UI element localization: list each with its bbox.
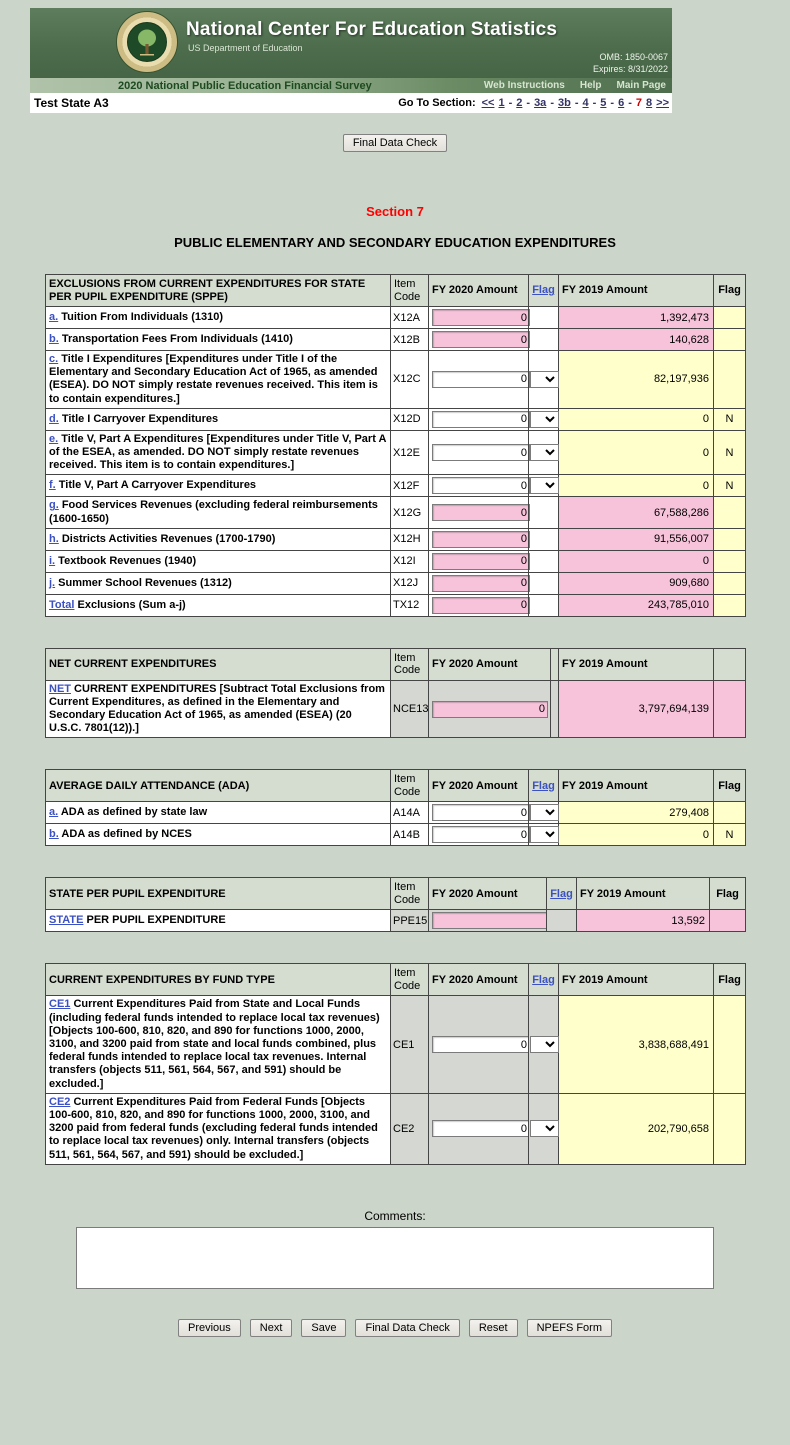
item-code: X12E [391,430,429,475]
row-link-x12h[interactable]: h. [49,532,59,545]
fy2019-amount: 0 [559,475,714,497]
row-description: e. Title V, Part A Expenditures [Expenditures under Title V, Part A of the ESEA, as amended. DO NOT simply restate revenues received. This item is to contain expenditures.] [46,430,391,475]
fy2020-amount-input-x12b[interactable] [432,331,530,348]
flag-select-x12d[interactable] [530,411,559,428]
fy2020-flag-cell [529,408,559,430]
goto-section-3b[interactable]: 3b [557,97,571,109]
goto-section-4[interactable]: 4 [582,97,589,109]
table-fundtype [45,963,746,1164]
row-link-a14b[interactable]: b. [49,828,59,841]
column-header: Item Code [391,275,429,307]
fy2019-flag [710,910,746,932]
row-link-x12e[interactable]: e. [49,432,59,445]
table-header-row [46,648,746,680]
goto-section-3a[interactable]: 3a [534,97,547,109]
column-header: CURRENT EXPENDITURES BY FUND TYPE [46,964,391,996]
row-description: b. Transportation Fees From Individuals (1410) [46,329,391,351]
fy2020-flag-cell [529,430,559,475]
fy2019-amount: 0 [559,408,714,430]
table-header-row [46,878,746,910]
fy2020-amount-cell [429,824,529,846]
fy2020-amount-cell [429,996,529,1093]
fy2019-flag [714,572,746,594]
state-bar [30,93,672,113]
nav-link-help[interactable]: Help [579,80,602,91]
fy2020-amount-cell [429,594,529,616]
table-row-x12b [46,329,746,351]
table-net [45,648,746,739]
item-code: X12A [391,307,429,329]
column-header: FY 2020 Amount [429,878,547,910]
fy2019-amount: 0 [559,824,714,846]
table-row-x12g [46,497,746,528]
fy2020-amount-input-ppe15[interactable] [432,912,548,929]
fy2020-flag-cell [529,594,559,616]
omb-info [593,51,668,75]
fy2020-flag-cell [529,497,559,528]
flag-select-x12f[interactable] [530,477,559,494]
fy2019-flag [714,307,746,329]
fy2020-amount-input-tx12[interactable] [432,597,530,614]
item-code: X12J [391,572,429,594]
goto-separator: - [610,97,615,109]
final-data-check-button-top[interactable]: Final Data Check [343,134,447,152]
fy2020-flag-cell [529,351,559,409]
fy2020-amount-cell [429,1093,529,1164]
fy2020-flag-cell [529,550,559,572]
flag-select-x12c[interactable] [530,371,559,388]
fy2019-flag: N [714,408,746,430]
fy2020-flag-cell [529,1093,559,1164]
fy2019-amount: 3,838,688,491 [559,996,714,1093]
fy2020-amount-cell [429,572,529,594]
row-link-nce13[interactable]: NET [49,682,71,695]
fy2020-flag-cell [529,802,559,824]
row-link-x12c[interactable]: c. [49,353,59,365]
row-link-ce1[interactable]: CE1 [49,998,71,1011]
goto-section-6[interactable]: 6 [618,97,625,109]
fy2020-amount-input-x12d[interactable] [432,411,530,428]
item-code: PPE15 [391,910,429,932]
table-row-a14a [46,802,746,824]
fy2020-flag-cell [529,528,559,550]
table-row-x12j [46,572,746,594]
fy2020-amount-cell [429,802,529,824]
flag-select-a14a[interactable] [530,804,559,821]
table-sppe [45,877,746,932]
fy2019-amount: 243,785,010 [559,594,714,616]
fy2019-flag [714,497,746,528]
fy2019-flag: N [714,430,746,475]
tree-icon [127,22,167,62]
survey-title-bar [30,78,672,93]
comments-label: Comments: [364,1208,426,1223]
item-code: X12C [391,351,429,409]
state-name: Test State A3 [34,96,109,110]
fy2019-amount: 3,797,694,139 [559,680,714,738]
fy2020-amount-cell [429,351,529,409]
nces-seal-logo [116,11,178,73]
column-header: NET CURRENT EXPENDITURES [46,648,391,680]
item-code: X12G [391,497,429,528]
table-row-nce13 [46,680,746,738]
fy2020-amount-cell [429,550,529,572]
fy2019-amount: 909,680 [559,572,714,594]
column-header: FY 2019 Amount [559,275,714,307]
fy2020-amount-input-x12a[interactable] [432,309,530,326]
column-header: Flag [714,770,746,802]
flag-column-link[interactable]: Flag [532,284,555,297]
goto-section-5[interactable]: 5 [600,97,607,109]
npefs-form-button[interactable]: NPEFS Form [527,1319,612,1337]
flag-column-link[interactable]: Flag [550,887,573,900]
fy2020-flag-cell [551,680,559,738]
column-header: FY 2020 Amount [429,275,529,307]
omb-number: OMB: 1850-0067 [599,51,668,62]
goto-section-nav [398,97,669,109]
column-header: FY 2020 Amount [429,770,529,802]
fy2020-amount-cell [429,329,529,351]
previous-button[interactable]: Previous [178,1319,241,1337]
column-header: AVERAGE DAILY ATTENDANCE (ADA) [46,770,391,802]
page-title: PUBLIC ELEMENTARY AND SECONDARY EDUCATION EXPENDITURES [174,235,616,250]
item-code: CE2 [391,1093,429,1164]
fy2020-amount-input-x12c[interactable] [432,371,530,388]
fy2020-amount-input-x12j[interactable] [432,575,530,592]
item-code: CE1 [391,996,429,1093]
fy2019-flag [714,1093,746,1164]
column-header [529,964,559,996]
bottom-button-row [0,1319,790,1337]
column-header: Flag [710,878,746,910]
survey-title: 2020 National Public Education Financial Survey [118,79,372,92]
table-ada [45,769,746,846]
agency-subtitle: US Department of Education [188,43,303,53]
nav-link-main-page[interactable]: Main Page [616,80,666,91]
column-header: STATE PER PUPIL EXPENDITURE [46,878,391,910]
fy2020-amount-input-nce13[interactable] [432,701,548,718]
row-link-tx12[interactable]: Total [49,598,75,611]
flag-select-ce2[interactable] [530,1120,559,1137]
fy2019-flag [714,594,746,616]
fy2020-flag-cell [529,475,559,497]
header-nav-links [484,80,666,91]
fy2019-amount: 140,628 [559,329,714,351]
goto-separator: - [592,97,597,109]
goto-section-1[interactable]: 1 [498,97,505,109]
omb-expires: Expires: 8/31/2022 [592,63,668,74]
goto-separator: - [526,97,531,109]
fy2020-amount-cell [429,680,551,738]
fy2020-amount-cell [429,408,529,430]
row-description: a. ADA as defined by state law [46,802,391,824]
comments-textarea[interactable] [76,1227,714,1289]
fy2020-amount-input-a14a[interactable] [432,804,530,821]
fy2020-amount-input-ce2[interactable] [432,1120,530,1137]
reset-button[interactable]: Reset [469,1319,518,1337]
row-description: i. Textbook Revenues (1940) [46,550,391,572]
fy2020-amount-cell [429,528,529,550]
flag-column-link[interactable]: Flag [532,973,555,986]
column-header: Flag [714,275,746,307]
item-code: TX12 [391,594,429,616]
fy2020-amount-cell [429,497,529,528]
column-header [551,648,559,680]
fy2019-flag [714,680,746,738]
fy2019-flag [714,528,746,550]
fy2019-flag [714,996,746,1093]
column-header: FY 2019 Amount [559,648,714,680]
goto-section-8[interactable]: 8 [646,97,653,109]
row-description: CE1 Current Expenditures Paid from State and Local Funds (including federal funds intended to replace local tax revenues) [Objects 100-600, 810, 820, and 890 for functions 1000, 2000, 3100, and 3200 paid from state and local funds combined, plus federal funds intended to replace local tax revenues. Internal transfers (objects 511, 561, 564, 567, and 591) should be excluded.] [46,996,391,1093]
row-description: b. ADA as defined by NCES [46,824,391,846]
fy2020-amount-input-x12e[interactable] [432,444,530,461]
fy2020-flag-cell [529,307,559,329]
column-header: FY 2020 Amount [429,648,551,680]
item-code: X12I [391,550,429,572]
goto-separator: - [508,97,513,109]
page-header [30,8,672,113]
agency-title: National Center For Education Statistics [186,19,558,40]
column-header [529,275,559,307]
item-code: X12H [391,528,429,550]
fy2019-flag [714,351,746,409]
row-description: CE2 Current Expenditures Paid from Federal Funds [Objects 100-600, 810, 820, and 890 for functions 1000, 2000, 3100, and 3200 paid from federal funds (excluding federal funds intended to replace local tax revenues) only. Internal transfers (objects 511, 561, 564, 567, and 591) should be excluded.] [46,1093,391,1164]
item-code: X12F [391,475,429,497]
fy2019-amount: 82,197,936 [559,351,714,409]
row-link-x12i[interactable]: i. [49,554,56,567]
goto-section-[interactable]: << [481,97,495,109]
table-row-a14b [46,824,746,846]
goto-separator: - [628,97,632,109]
column-header: Item Code [391,964,429,996]
flag-select-x12e[interactable] [530,444,559,461]
goto-section-2[interactable]: 2 [516,97,523,109]
fy2020-flag-cell [529,824,559,846]
fy2020-amount-input-x12i[interactable] [432,553,530,570]
fy2019-amount: 91,556,007 [559,528,714,550]
fy2019-amount: 279,408 [559,802,714,824]
table-header-row [46,964,746,996]
row-link-x12j[interactable]: j. [49,576,56,589]
section-title: Section 7 [366,204,424,219]
table-row-x12d [46,408,746,430]
row-description: Total Exclusions (Sum a-j) [46,594,391,616]
table-exclusions [45,274,746,617]
row-link-a14a[interactable]: a. [49,806,59,819]
item-code: A14B [391,824,429,846]
column-header [529,770,559,802]
item-code: X12D [391,408,429,430]
column-header [714,648,746,680]
fy2019-flag [714,550,746,572]
row-link-x12d[interactable]: d. [49,412,59,425]
nav-link-web-instructions[interactable]: Web Instructions [483,80,565,91]
table-row-x12c [46,351,746,409]
fy2020-amount-cell [429,307,529,329]
goto-section-links [482,97,669,109]
column-header: FY 2019 Amount [559,770,714,802]
fy2020-amount-input-x12f[interactable] [432,477,530,494]
top-button-row [0,133,790,152]
fy2020-amount-cell [429,910,547,932]
fy2020-amount-cell [429,430,529,475]
form-tables [45,274,745,1165]
goto-section-label: Go To Section: [398,97,476,109]
row-link-x12b[interactable]: b. [49,332,59,345]
fy2020-amount-input-x12g[interactable] [432,504,530,521]
goto-separator: - [574,97,579,109]
table-row-x12a [46,307,746,329]
fy2020-amount-input-a14b[interactable] [432,826,530,843]
column-header: Flag [714,964,746,996]
table-row-ppe15 [46,910,746,932]
row-link-x12f[interactable]: f. [49,479,56,492]
flag-select-ce1[interactable] [530,1036,559,1053]
item-code: X12B [391,329,429,351]
item-code: A14A [391,802,429,824]
table-row-tx12 [46,594,746,616]
row-link-x12g[interactable]: g. [49,499,59,512]
row-link-ce2[interactable]: CE2 [49,1095,71,1108]
goto-separator: - [550,97,554,109]
fy2019-flag [714,329,746,351]
table-row-ce1 [46,996,746,1093]
save-button[interactable]: Save [301,1319,346,1337]
row-description: d. Title I Carryover Expenditures [46,408,391,430]
row-link-x12a[interactable]: a. [49,310,59,323]
fy2019-amount: 67,588,286 [559,497,714,528]
fy2020-flag-cell [547,910,577,932]
table-row-x12f [46,475,746,497]
fy2019-amount: 0 [559,430,714,475]
fy2020-flag-cell [529,329,559,351]
column-header: EXCLUSIONS FROM CURRENT EXPENDITURES FOR STATE PER PUPIL EXPENDITURE (SPPE) [46,275,391,307]
row-description: j. Summer School Revenues (1312) [46,572,391,594]
row-description: g. Food Services Revenues (excluding federal reimbursements (1600-1650) [46,497,391,528]
fy2019-amount: 0 [559,550,714,572]
fy2019-flag [714,802,746,824]
column-header: Item Code [391,648,429,680]
column-header: FY 2019 Amount [559,964,714,996]
column-header: FY 2019 Amount [577,878,710,910]
row-link-ppe15[interactable]: STATE [49,914,84,927]
fy2019-flag: N [714,475,746,497]
next-button[interactable]: Next [250,1319,293,1337]
flag-column-link[interactable]: Flag [532,779,555,792]
column-header: FY 2020 Amount [429,964,529,996]
row-description: f. Title V, Part A Carryover Expenditures [46,475,391,497]
row-description: STATE PER PUPIL EXPENDITURE [46,910,391,932]
flag-select-a14b[interactable] [530,826,559,843]
fy2019-amount: 202,790,658 [559,1093,714,1164]
row-description: c. Title I Expenditures [Expenditures under Title I of the Elementary and Secondary Education Act of 1965, as amended (ESEA). DO NOT simply restate revenues received. This item is to contain expenditures.] [46,351,391,409]
table-row-x12h [46,528,746,550]
goto-section-[interactable]: >> [656,97,669,109]
table-header-row [46,770,746,802]
row-description: a. Tuition From Individuals (1310) [46,307,391,329]
table-row-ce2 [46,1093,746,1164]
column-header [547,878,577,910]
final-data-check-button[interactable]: Final Data Check [355,1319,459,1337]
table-header-row [46,275,746,307]
table-row-x12i [46,550,746,572]
fy2020-amount-input-ce1[interactable] [432,1036,530,1053]
fy2019-amount: 13,592 [577,910,710,932]
item-code: NCE13 [391,680,429,738]
column-header: Item Code [391,878,429,910]
fy2019-amount: 1,392,473 [559,307,714,329]
fy2019-flag: N [714,824,746,846]
fy2020-amount-cell [429,475,529,497]
row-description: h. Districts Activities Revenues (1700-1790) [46,528,391,550]
column-header: Item Code [391,770,429,802]
fy2020-amount-input-x12h[interactable] [432,531,530,548]
fy2020-flag-cell [529,996,559,1093]
row-description: NET CURRENT EXPENDITURES [Subtract Total Exclusions from Current Expenditures, as defined in the Elementary and Secondary Education Act of 1965, as amended (ESEA) (20 U.S.C. 7801(12)).] [46,680,391,738]
fy2020-flag-cell [529,572,559,594]
goto-section-current: 7 [635,97,643,109]
header-band [30,8,672,78]
table-row-x12e [46,430,746,475]
